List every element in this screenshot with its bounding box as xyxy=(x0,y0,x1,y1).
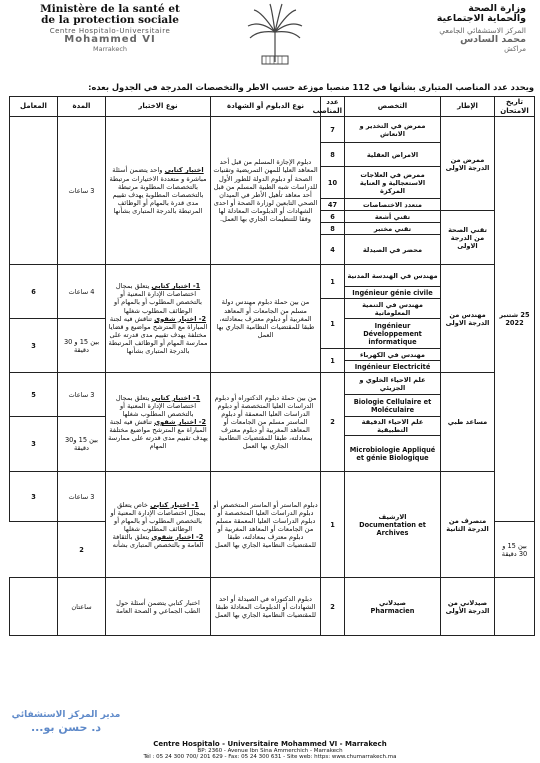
page-footer xyxy=(0,740,540,761)
posts-cell: 1 xyxy=(321,472,345,578)
specialty-cell: مهندس في الهندسة المدنية xyxy=(345,265,441,287)
stamp-title: مدير المركز الاستشفائي xyxy=(11,710,121,720)
posts-cell: 1 xyxy=(321,349,345,373)
oral-exam-title: 2- اختبار شفوي xyxy=(154,314,207,323)
stamp-signature: د. حسن بو... xyxy=(30,720,102,734)
specialty-fr: Pharmacien xyxy=(370,606,415,615)
header-duration: المدة xyxy=(58,97,106,117)
specialty-cell: مهندس في التنمية المعلوماتية xyxy=(345,299,441,319)
pharma-diploma: دبلوم الدكتوراه في الصيدلة أو احد الشهادات أو الدبلومات المعادلة طبقا للمقتضيات النظامية الجاري بها العمل xyxy=(211,578,321,636)
ministry-name-ar-1: وزارة الصحة xyxy=(468,3,526,14)
medical-exam xyxy=(106,373,211,472)
header-diploma: نوع الدبلوم أو الشهادة xyxy=(211,97,321,117)
admin-diploma: دبلوم الماستر أو الماستر المتخصص أو دبلوم الدراسات العليا المتخصصة أو دبلوم الدراسات العليا المعمقة مسلم من الجامعات أو المعاهد المغربية أو دبلوم معترف بمعادلته، طبقا للمقتضيات النظامية الجاري بها العمل xyxy=(211,472,321,578)
header-exam-type: نوع الاختبار xyxy=(106,97,211,117)
cadre-nurse: ممرض من الدرجة الاولى xyxy=(441,117,495,211)
cadre-medical-assistant: مساعد طبي xyxy=(441,373,495,472)
engineer-coef-2: 3 xyxy=(10,319,58,373)
written-exam-title: 1- اختبار كتابي xyxy=(151,282,201,291)
medical-coef-1: 5 xyxy=(10,373,58,417)
admin-duration-2: بين 15 و 30 دقيقة xyxy=(495,522,535,578)
intro-sentence: ويحدد عدد المناصب المتبارى بشأنها في 112 منصبا موزعة حسب الاطر والتخصصات المدرجة في الجدول بعده: xyxy=(88,82,534,92)
specialty-cell: علم الاحياء الدقيقة التطبيقية xyxy=(345,417,441,436)
posts-cell: 8 xyxy=(321,143,345,167)
ministry-name-fr-2: de la protection sociale xyxy=(41,14,179,27)
oral-exam-text: تناقش فيه لجنة المباراة مع المترشح مواضيع مختلفة يهدف تقييم مدى قدرته على ممارسة المهام xyxy=(108,418,208,451)
table-row xyxy=(10,373,535,395)
posts-cell: 2 xyxy=(321,578,345,636)
specialty-cell: متعدد الاختصاصات xyxy=(345,199,441,211)
date-cell-empty xyxy=(495,578,535,636)
cadre-health-tech: تقني الصحة من الدرجة الاولى xyxy=(441,211,495,265)
header-coefficient: المعامل xyxy=(10,97,58,117)
medical-duration-1: 3 ساعات xyxy=(58,373,106,417)
header-cadre: الإطار xyxy=(441,97,495,117)
written-exam-text: خاص يتعلق بمجال اختصاصات الإدارة المعنية أو بالتخصص المطلوب أو بالمهام أو الوظائف المطلوب شغلها xyxy=(110,500,206,533)
specialty-fr-cell: Microbiologie Appliqué et génie Biologique xyxy=(345,436,441,472)
admin-coef-1: 3 xyxy=(10,472,58,522)
posts-cell: 8 xyxy=(321,223,345,235)
cadre-engineer: مهندس من الدرجة الاولى xyxy=(441,265,495,373)
footer-address: BP: 2360 - Avenue Ibn Sina Ammerchich - Marrakech xyxy=(197,748,343,755)
letterhead xyxy=(0,0,540,80)
medical-diploma: من بين حملة دبلوم الدكتوراه أو دبلوم الدراسات العليا المتخصصة أو دبلوم الدراسات العليا المعمقة أو دبلوم الماستر مسلم من الجامعات أو المعاهد المغربية أو دبلوم معترف بمعادلته، طبقا للمقتضيات النظامية الجاري بها العمل xyxy=(211,373,321,472)
posts-cell: 47 xyxy=(321,199,345,211)
posts-cell: 1 xyxy=(321,299,345,349)
header-specialty: التخصص xyxy=(345,97,441,117)
header-date: تاريخ الامتحان xyxy=(495,97,535,117)
oral-exam-text: تناقش فيه لجنة المباراة مع المترشح مواضيع و قضايا مختلفة يهدف تقييم مدى قدرته على ممارسة المهام أو الوظائف المرتبطة بالدرجة المتبارى بشأنها xyxy=(108,314,208,355)
specialty-cell: ممرض في العلاجات الاستعجالية و العناية المركزة xyxy=(345,167,441,199)
paramedical-exam-text: واحد يتضمن أسئلة مباشرة و متعددة الاختيارات مرتبطة بالتخصصات المطلوبة مرتبطة بالتخصصات المطلوبة يهدف تقييم مدى قدرة بالمهام أو الوظائف المرتبطة بالدرجة المتبارى بشأنها xyxy=(109,166,207,215)
paramedical-coefficient xyxy=(10,117,58,265)
ministry-name-fr-1: Ministère de la santé et xyxy=(40,3,180,15)
written-exam-text: يتعلق بمجال اختصاصات الإدارة المعنية أو بالتخصص المطلوب أو بالمهام أو الوظائف المطلوب شغلها xyxy=(114,282,202,315)
admin-coef-2: 2 xyxy=(58,522,106,578)
hospital-logo-icon xyxy=(240,2,310,66)
paramedical-exam xyxy=(106,117,211,265)
specialty-cell xyxy=(345,472,441,578)
engineer-diploma: من بين حملة دبلوم مهندس دولة مسلم من الجامعات أو المعاهد المغربية أو دبلوم معترف بمعادلته، طبقا للمقتضيات النظامية الجاري بها العمل xyxy=(211,265,321,373)
table-header-row xyxy=(10,97,535,117)
footer-contact: Tél : 05 24 300 700/ 201 629 - Fax: 05 24 300 631 - Site web: https: www.chumarrakech.ma xyxy=(143,754,397,761)
hospital-name-fr-2: Mohammed VI xyxy=(64,34,156,46)
table-row xyxy=(10,117,535,143)
engineer-exam xyxy=(106,265,211,373)
pharma-exam: اختبار كتابي يتضمن أسئلة حول الطب الجماعي و الصحة العامة xyxy=(106,578,211,636)
table-row xyxy=(10,578,535,636)
cadre-pharmacist: صيدلاني من الدرجة الأولى xyxy=(441,578,495,636)
specialty-cell: تقني مختبر xyxy=(345,223,441,235)
specialty-cell: تقني أشعة xyxy=(345,211,441,223)
written-exam-title: 1- اختبار كتابي xyxy=(151,393,201,402)
specialty-fr: Documentation et Archives xyxy=(359,520,426,537)
admin-duration-1: 3 ساعات xyxy=(58,472,106,522)
engineer-duration-1: 4 ساعات xyxy=(58,265,106,319)
city-fr: Marrakech xyxy=(92,44,128,53)
hospital-name-ar-2: محمد السادس xyxy=(460,34,526,46)
engineer-duration-2: بين 15 و 30 دقيقة xyxy=(58,319,106,373)
admin-exam xyxy=(106,472,211,578)
paramedical-diploma: دبلوم الإجازة المسلم من قبل أحد المعاهد العليا للمهن التمريضية وتقنيات الصحة أو دبلوم الدولة للطور الأول للدراسات شبه الطبية المسلم من قبل أحد معاهد تأهيل الأطر في الميدان الصحي التابعين لوزارة الصحة أو احدى الشهادات أو الدبلومات المعادلة لها وفقا للتنظيمات الجاري بها العمل. xyxy=(211,117,321,265)
specialty-ar: الارشيف xyxy=(378,512,407,521)
hospital-name-ar: المركز الاستشفائي الجامعي xyxy=(439,25,526,35)
exam-date: 25 شتنبر 2022 xyxy=(495,117,535,522)
pharma-duration: ساعتان xyxy=(58,578,106,636)
specialty-fr-cell: Ingénieur Développement informatique xyxy=(345,319,441,349)
letterhead-arabic xyxy=(356,4,526,53)
posts-cell: 1 xyxy=(321,265,345,299)
medical-duration-2: بين 15 و30 دقيقة xyxy=(58,417,106,472)
paramedical-duration: 3 ساعات xyxy=(58,117,106,265)
footer-hospital-name: Centre Hospitalo - Universitaire Mohammed VI - Marrakech xyxy=(153,740,387,748)
oral-exam-title: 2- اختبار شفوي xyxy=(151,532,204,541)
table-row xyxy=(10,472,535,522)
pharma-coef xyxy=(10,578,58,636)
cadre-administrator: متصرف من الدرجة الثانية xyxy=(441,472,495,578)
header-posts: عدد المناصب xyxy=(321,97,345,117)
oral-exam-title: 2- اختبار شفوي xyxy=(154,418,207,427)
city-ar: مراكش xyxy=(504,44,526,53)
written-exam-text: يتعلق بمجال اختصاصات الإدارة المعنية أو بالتخصص المطلوب شغلها xyxy=(115,393,197,419)
specialty-cell: الامراض العقلية xyxy=(345,143,441,167)
posts-cell: 6 xyxy=(321,211,345,223)
paramedical-exam-title: اختبار كتابي xyxy=(164,166,204,175)
specialty-cell: محضر في الصيدلة xyxy=(345,235,441,265)
specialty-cell xyxy=(345,578,441,636)
specialty-cell: علم الاحياء الخلوي و الجزيئي xyxy=(345,373,441,395)
specialty-cell: مهندس في الكهرباء xyxy=(345,349,441,361)
table-row xyxy=(10,265,535,287)
posts-cell: 4 xyxy=(321,235,345,265)
medical-coef-2: 3 xyxy=(10,417,58,472)
posts-cell: 2 xyxy=(321,373,345,472)
letterhead-french xyxy=(10,4,210,53)
oral-exam-text: يتعلق بالثقافة العامة و بالتخصص المتبارى بشأنه xyxy=(112,532,204,549)
specialty-fr-cell: Ingénieur Electricité xyxy=(345,361,441,373)
posts-cell: 10 xyxy=(321,167,345,199)
specialty-cell: ممرض في التخدير و الانعاش xyxy=(345,117,441,143)
specialty-ar: صيدلاني xyxy=(379,598,406,607)
specialty-fr-cell: Biologie Cellulaire et Moléculaire xyxy=(345,395,441,417)
ministry-name-ar-2: والحماية الاجتماعية xyxy=(436,13,526,25)
posts-cell: 7 xyxy=(321,117,345,143)
positions-table xyxy=(9,96,535,636)
engineer-coef-1: 6 xyxy=(10,265,58,319)
written-exam-title: 1- اختبار كتابي xyxy=(150,500,199,509)
specialty-fr-cell: Ingénieur génie civile xyxy=(345,287,441,299)
hospital-name-fr: Centre Hospitalo-Universitaire xyxy=(49,27,171,36)
